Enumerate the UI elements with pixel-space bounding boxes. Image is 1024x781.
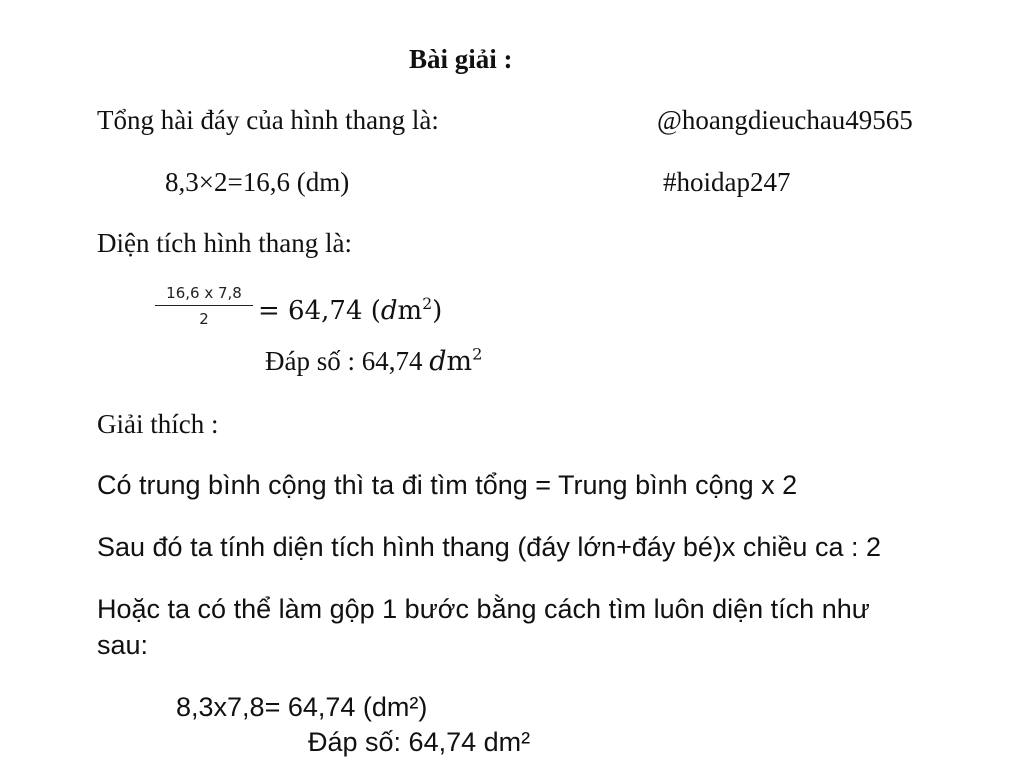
answer-prefix: Đáp số : 64,74 <box>265 346 430 376</box>
equals-value: = 64,74 ( <box>258 296 381 326</box>
area-fraction <box>155 284 253 328</box>
watermark-tag: #hoidap247 <box>663 167 791 197</box>
answer-unit-m: m <box>446 346 473 377</box>
explanation-line-1: Có trung bình cộng thì ta đi tìm tổng = Trung bình cộng x 2 <box>97 470 798 500</box>
page-title: Bài giải : <box>409 44 513 74</box>
step2-label: Diện tích hình thang là: <box>97 228 352 258</box>
watermark-user: @hoangdieuchau49565 <box>657 105 913 135</box>
explanation-heading: Giải thích : <box>97 409 219 439</box>
explanation-line-3a: Hoặc ta có thể làm gộp 1 bước bằng cách tìm luôn diện tích như <box>97 594 870 624</box>
close-paren: ) <box>432 296 443 326</box>
fraction-numerator: 16,6 x 7,8 <box>155 284 253 306</box>
answer-unit-exponent: 2 <box>472 344 483 364</box>
unit-d: d <box>380 296 398 326</box>
area-result <box>258 296 442 326</box>
combined-calculation: 8,3x7,8= 64,74 (dm²) <box>176 692 428 722</box>
combined-answer: Đáp số: 64,74 dm² <box>308 727 531 757</box>
unit-exponent: 2 <box>422 294 433 313</box>
answer-line <box>265 346 482 377</box>
explanation-line-3b: sau: <box>97 630 149 660</box>
fraction-denominator: 2 <box>199 310 209 328</box>
explanation-line-2: Sau đó ta tính diện tích hình thang (đáy lớn+đáy bé)x chiều ca : 2 <box>97 532 881 562</box>
step1-label: Tổng hài đáy của hình thang là: <box>97 105 439 135</box>
unit-m: m <box>397 296 423 326</box>
answer-unit-d: d <box>429 346 447 377</box>
step1-calculation: 8,3×2=16,6 (dm) <box>165 167 350 197</box>
